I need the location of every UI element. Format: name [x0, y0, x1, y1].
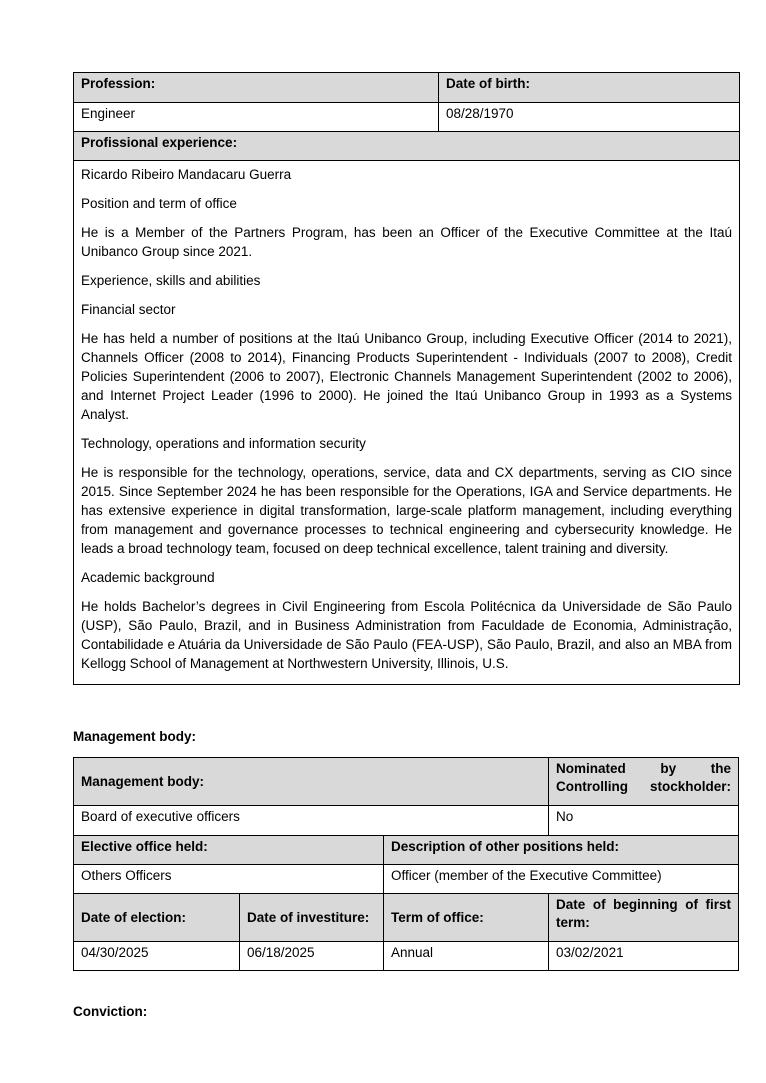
- experience-heading: Experience, skills and abilities: [81, 273, 261, 288]
- nominated-value: No: [549, 806, 739, 836]
- experience-body: [74, 161, 740, 685]
- birth-value: 08/28/1970: [439, 103, 740, 132]
- position-text: He is a Member of the Partners Program, has been an Officer of the Executive Committee at the Itaú Unibanco Group since 2021.: [81, 225, 732, 259]
- management-table: [73, 757, 739, 971]
- management-section-title: Management body:: [73, 729, 197, 744]
- profession-label: Profession:: [74, 73, 439, 103]
- other-positions-value: Officer (member of the Executive Committee): [384, 865, 739, 894]
- elective-value: Others Officers: [74, 865, 384, 894]
- elective-label: Elective office held:: [74, 836, 384, 865]
- election-label: Date of election:: [74, 894, 240, 942]
- election-value: 04/30/2025: [74, 942, 240, 971]
- conviction-title: Conviction:: [73, 1004, 148, 1019]
- profession-value: Engineer: [74, 103, 439, 132]
- technology-heading: Technology, operations and information security: [81, 436, 366, 451]
- academic-text: He holds Bachelor’s degrees in Civil Engineering from Escola Politécnica da Universidade de São Paulo (USP), São Paulo, Brazil, and in Business Administration from Faculdade de Economia, Administração, Contabilidade e Atuária da Universidade de São Paulo (FEA-USP), São Paulo, Brazil, and also an MBA from Kellogg School of Management at Northwestern University, Illinois, U.S.: [81, 599, 732, 671]
- investiture-label: Date of investiture:: [240, 894, 384, 942]
- profile-table: [73, 72, 740, 685]
- technology-text: He is responsible for the technology, operations, service, data and CX departments, serving as CIO since 2015. Since September 2024 he has been responsible for the Operations, IGA and Service departments. He has extensive experience in digital transformation, large-scale platform management, including everything from management and governance processes to technical engineering and cybersecurity knowledge. He leads a broad technology team, focused on deep technical excellence, talent training and diversity.: [81, 465, 732, 556]
- financial-heading: Financial sector: [81, 302, 176, 317]
- term-value: Annual: [384, 942, 549, 971]
- position-heading: Position and term of office: [81, 196, 237, 211]
- management-body-value: Board of executive officers: [74, 806, 549, 836]
- investiture-value: 06/18/2025: [240, 942, 384, 971]
- first-term-value: 03/02/2021: [549, 942, 739, 971]
- academic-heading: Academic background: [81, 570, 215, 585]
- nominated-label: Nominated by the Controlling stockholder:: [549, 758, 739, 806]
- financial-text: He has held a number of positions at the Itaú Unibanco Group, including Executive Officer (2014 to 2021), Channels Officer (2008 to 2014), Financing Products Superintendent - Individuals (2007 to 2008), Credit Policies Superintendent (2006 to 2007), Electronic Channels Management Superintendent (2002 to 2006), and Internet Project Leader (1996 to 2000). He joined the Itaú Unibanco Group in 1993 as a Systems Analyst.: [81, 331, 732, 422]
- management-body-label: Management body:: [74, 758, 549, 806]
- first-term-label: Date of beginning of first term:: [549, 894, 739, 942]
- birth-label: Date of birth:: [439, 73, 740, 103]
- person-name: Ricardo Ribeiro Mandacaru Guerra: [81, 167, 292, 182]
- experience-label: Profissional experience:: [74, 132, 740, 161]
- term-label: Term of office:: [384, 894, 549, 942]
- other-positions-label: Description of other positions held:: [384, 836, 739, 865]
